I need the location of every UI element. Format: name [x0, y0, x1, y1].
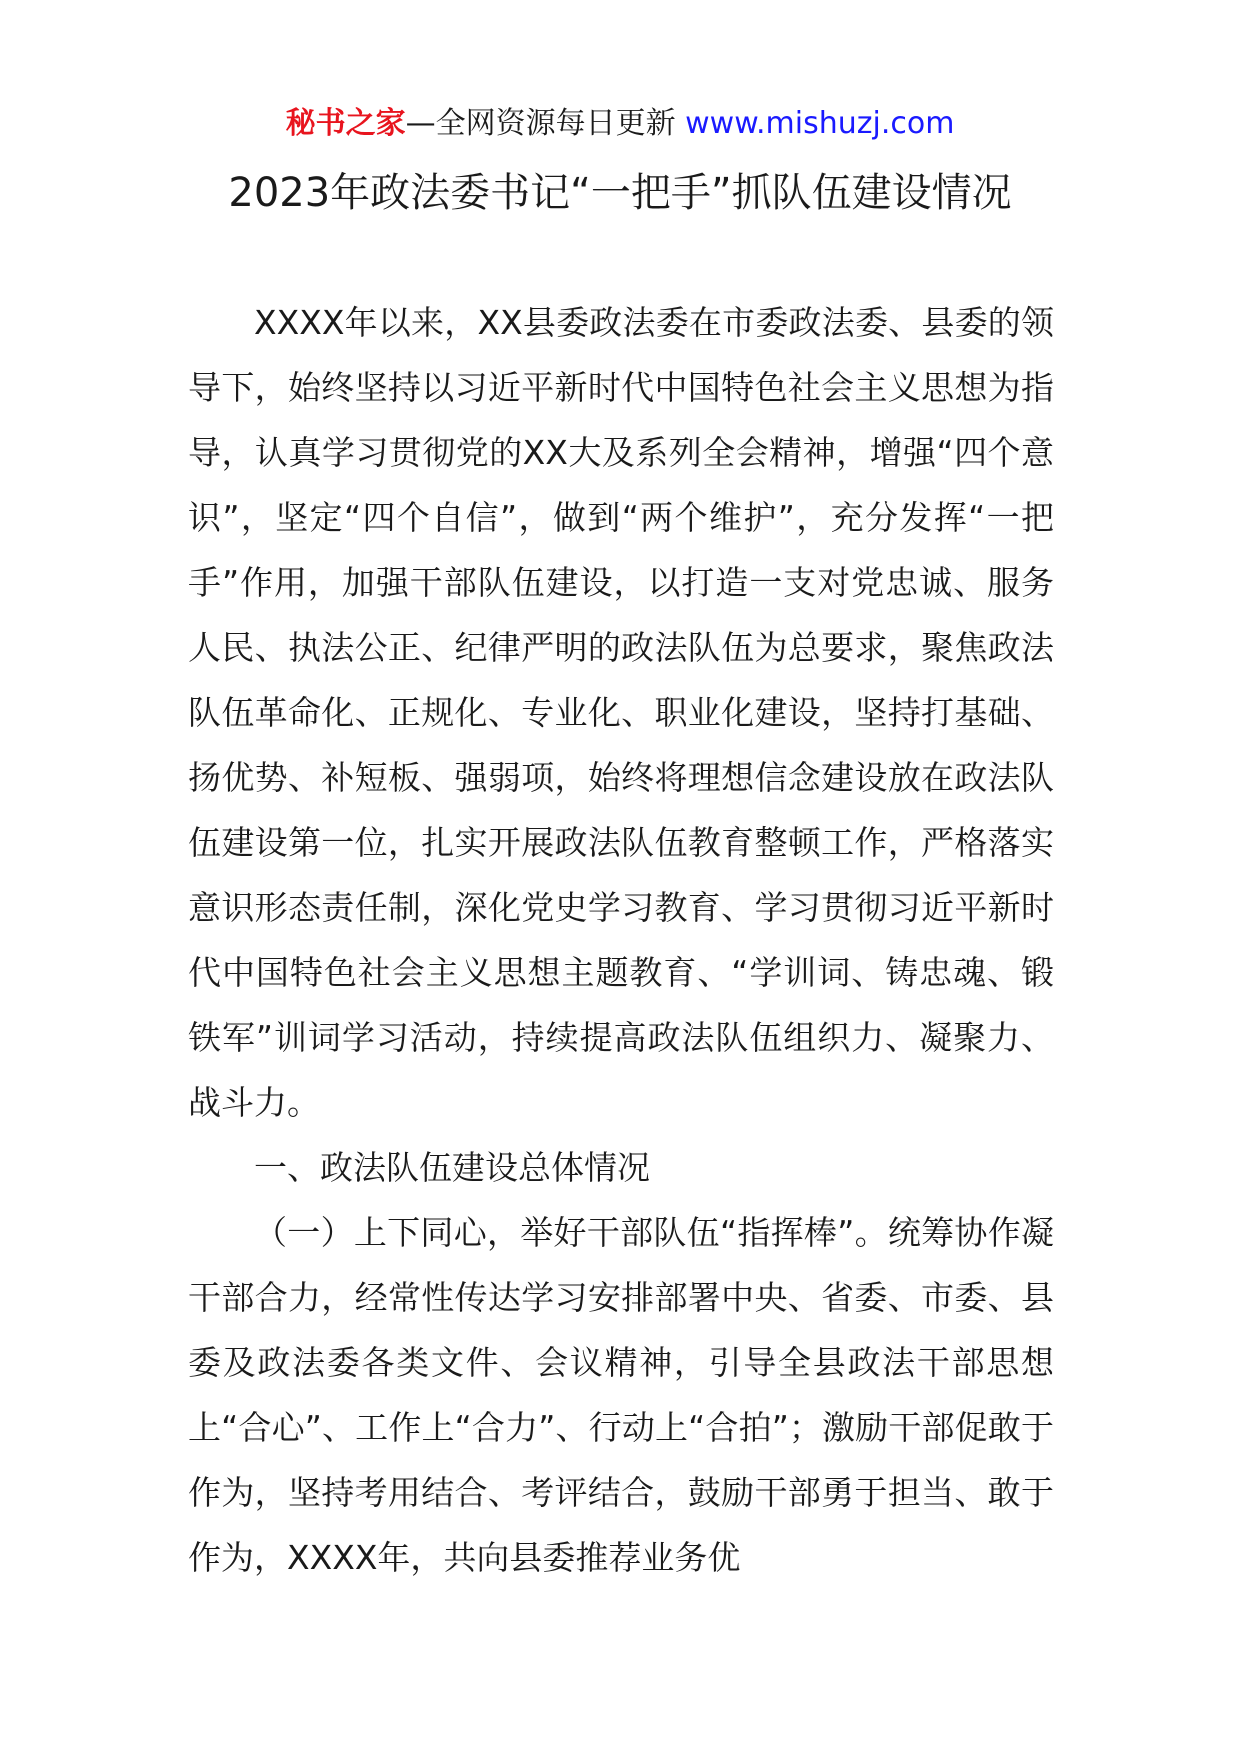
site-tagline: —全网资源每日更新	[405, 106, 686, 141]
section-one-heading: 一、政法队伍建设总体情况	[254, 1148, 650, 1187]
site-brand-name: 秘书之家	[285, 106, 406, 141]
document-body	[188, 290, 1054, 1590]
intro-paragraph: XXXX年以来，XX县委政法委在市委政法委、县委的领导下，始终坚持以习近平新时代中国特色社会主义思想为指导，认真学习贯彻党的XX大及系列全会精神，增强“四个意识”，坚定“四个自信”，做到“两个维护”，充分发挥“一把手”作用，加强干部队伍建设，以打造一支对党忠诚、服务人民、执法公正、纪律严明的政法队伍为总要求，聚焦政法队伍革命化、正规化、专业化、职业化建设，坚持打基础、扬优势、补短板、强弱项，始终将理想信念建设放在政法队伍建设第一位，扎实开展政法队伍教育整顿工作，严格落实意识形态责任制，深化党史学习教育、学习贯彻习近平新时代中国特色社会主义思想主题教育、“学训词、铸忠魂、锻铁军”训词学习活动，持续提高政法队伍组织力、凝聚力、战斗力。	[188, 303, 1054, 1122]
site-url-link[interactable]: www.mishuzj.com	[685, 106, 955, 141]
site-header-banner	[0, 104, 1240, 144]
section-one-paragraph: （一）上下同心，举好干部队伍“指挥棒”。统筹协作凝干部合力，经常性传达学习安排部署中央、省委、市委、县委及政法委各类文件、会议精神，引导全县政法干部思想上“合心”、工作上“合力”、行动上“合拍”；激励干部促敢于作为，坚持考用结合、考评结合，鼓励干部勇于担当、敢于作为，XXXX年，共向县委推荐业务优	[188, 1213, 1054, 1577]
document-title: 2023年政法委书记“一把手”抓队伍建设情况	[228, 170, 1012, 216]
